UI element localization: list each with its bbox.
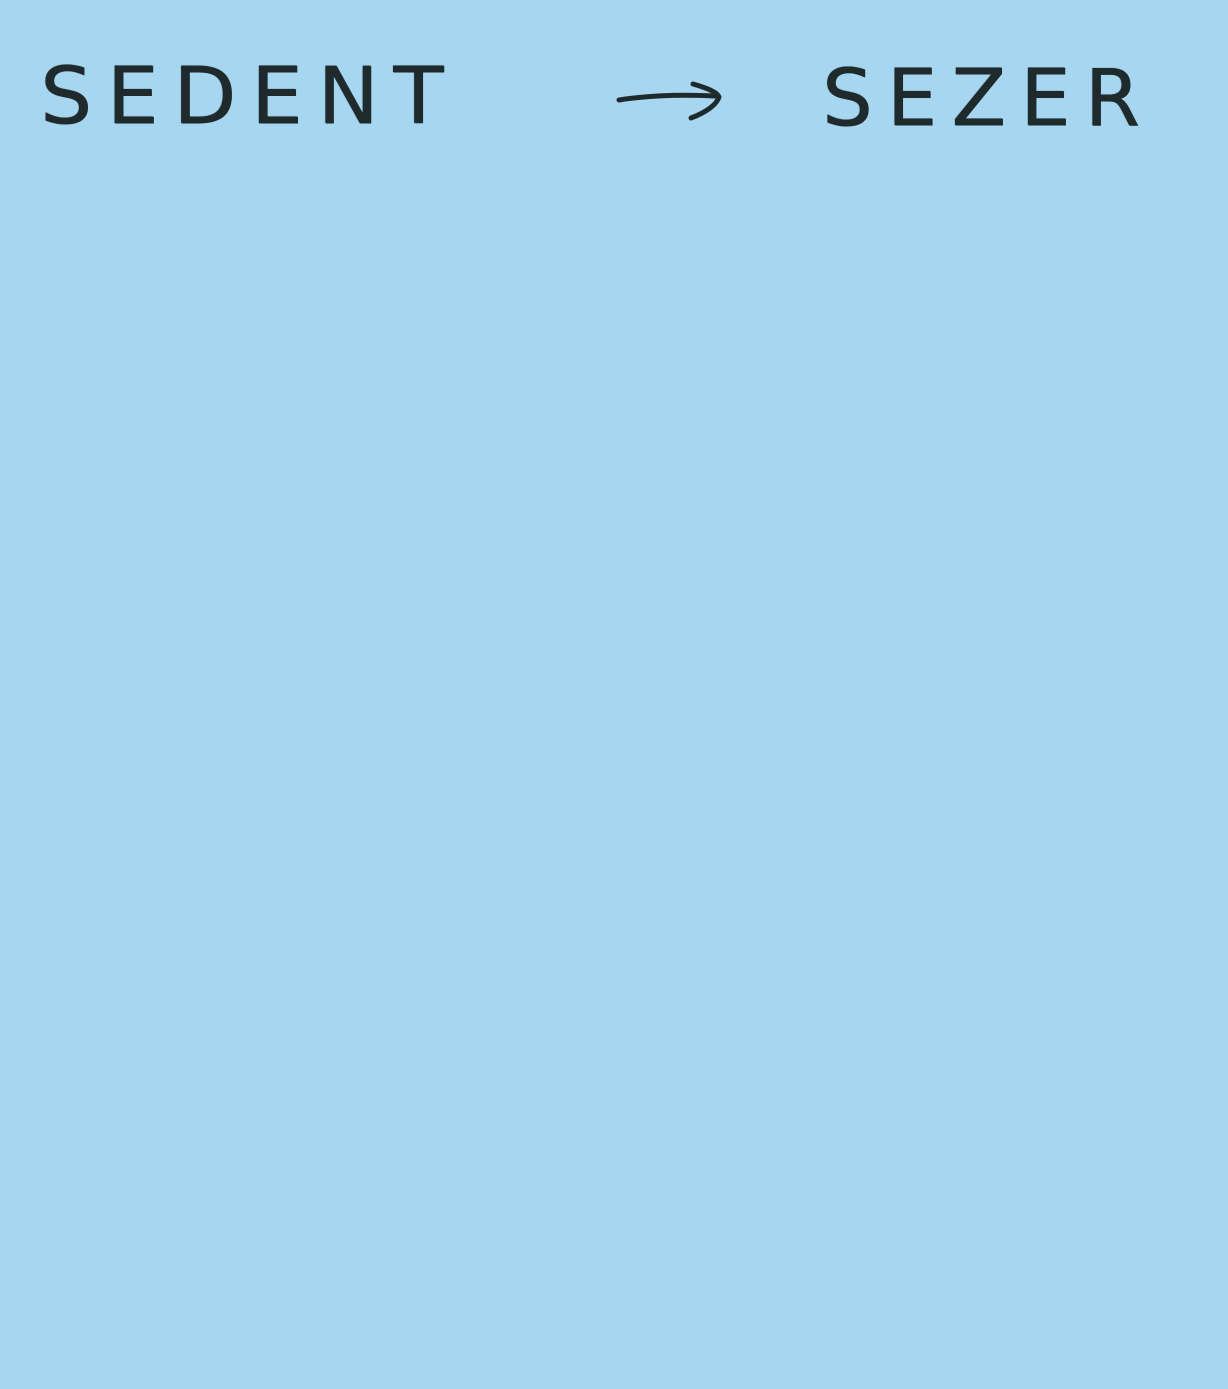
right-arrow-icon	[615, 78, 727, 126]
handwritten-line	[40, 50, 1170, 150]
source-word: SEDENT	[40, 52, 459, 142]
target-word: SEZER	[822, 54, 1155, 144]
